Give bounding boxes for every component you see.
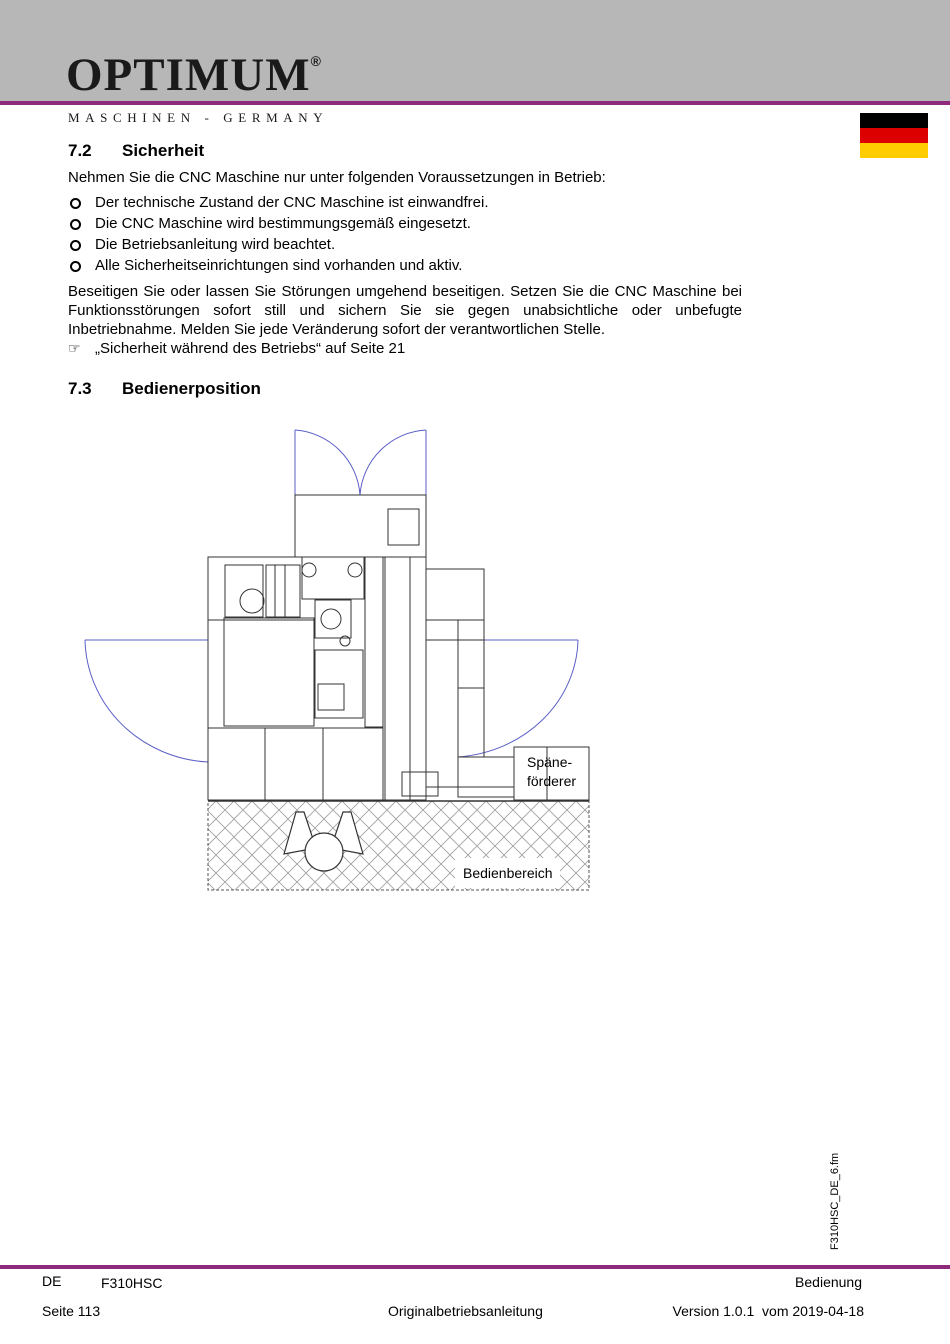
list-item-text: Der technische Zustand der CNC Maschine ist einwandfrei. (95, 194, 489, 211)
flag-stripe-gold (860, 143, 928, 158)
body-paragraph: Beseitigen Sie oder lassen Sie Störungen umgehend beseitigen. Setzen Sie die CNC Maschine bei Funktionsstörungen sofort still und sichern Sie sie gegen unabsichtliche oder unbefugte Inbetriebnahme. Melden Sie jede Veränderung sofort der verantwortlichen Stelle. (68, 283, 742, 338)
section-title: Sicherheit (122, 141, 205, 160)
footer-version: Version 1.0.1 vom 2019-04-18 (672, 1303, 864, 1319)
footer-chapter: Bedienung (795, 1274, 862, 1290)
top-door-swing (295, 430, 426, 495)
cross-reference-text[interactable]: „Sicherheit während des Betriebs“ auf Seite 21 (95, 340, 406, 357)
list-item (68, 256, 489, 277)
registered-mark: ® (310, 53, 322, 69)
section-title: Bedienerposition (122, 379, 261, 398)
footer-document-type: Originalbetriebsanleitung (388, 1303, 543, 1319)
section-heading-7-3 (68, 379, 261, 399)
footer-page-number: Seite 113 (42, 1303, 101, 1319)
list-item-text: Die CNC Maschine wird bestimmungsgemäß eingesetzt. (95, 215, 471, 232)
list-item (68, 235, 489, 256)
section-number: 7.2 (68, 141, 92, 160)
section-heading-7-2 (68, 141, 204, 161)
left-door-swing (85, 640, 208, 762)
chip-conveyor (514, 747, 589, 800)
operator-position-diagram (80, 425, 590, 900)
brand-logo (66, 49, 322, 101)
flag-stripe-black (860, 113, 928, 128)
header-divider (0, 101, 950, 105)
bullet-circle-icon (70, 240, 81, 251)
precondition-list (68, 193, 489, 277)
footer-model: F310HSC (101, 1275, 163, 1291)
cross-reference[interactable] (68, 339, 405, 359)
conveyor-label-line1: Späne- (527, 754, 573, 770)
file-reference: F310HSC_DE_6.fm (829, 1152, 841, 1250)
conveyor-label-line2: förderer (527, 773, 577, 789)
right-door-swing (458, 640, 578, 757)
bullet-circle-icon (70, 261, 81, 272)
flag-stripe-red (860, 128, 928, 143)
door-swing-arcs (85, 430, 578, 762)
machine-outline (208, 495, 514, 800)
operator-area-label: Bedienbereich (463, 865, 553, 881)
list-item-text: Die Betriebsanleitung wird beachtet. (95, 236, 336, 253)
intro-paragraph: Nehmen Sie die CNC Maschine nur unter folgenden Voraussetzungen in Betrieb: (68, 169, 606, 186)
list-item (68, 193, 489, 214)
footer-language: DE (42, 1273, 62, 1289)
footer-divider (0, 1265, 950, 1269)
pointing-hand-icon: ☞ (68, 341, 81, 357)
list-item (68, 214, 489, 235)
bullet-circle-icon (70, 198, 81, 209)
section-number: 7.3 (68, 379, 92, 398)
german-flag-icon (860, 113, 928, 158)
brand-name: OPTIMUM (66, 49, 311, 101)
bullet-circle-icon (70, 219, 81, 230)
operator-area (208, 801, 589, 890)
list-item-text: Alle Sicherheitseinrichtungen sind vorhanden und aktiv. (95, 257, 463, 274)
brand-subline: MASCHINEN - GERMANY (68, 110, 329, 125)
